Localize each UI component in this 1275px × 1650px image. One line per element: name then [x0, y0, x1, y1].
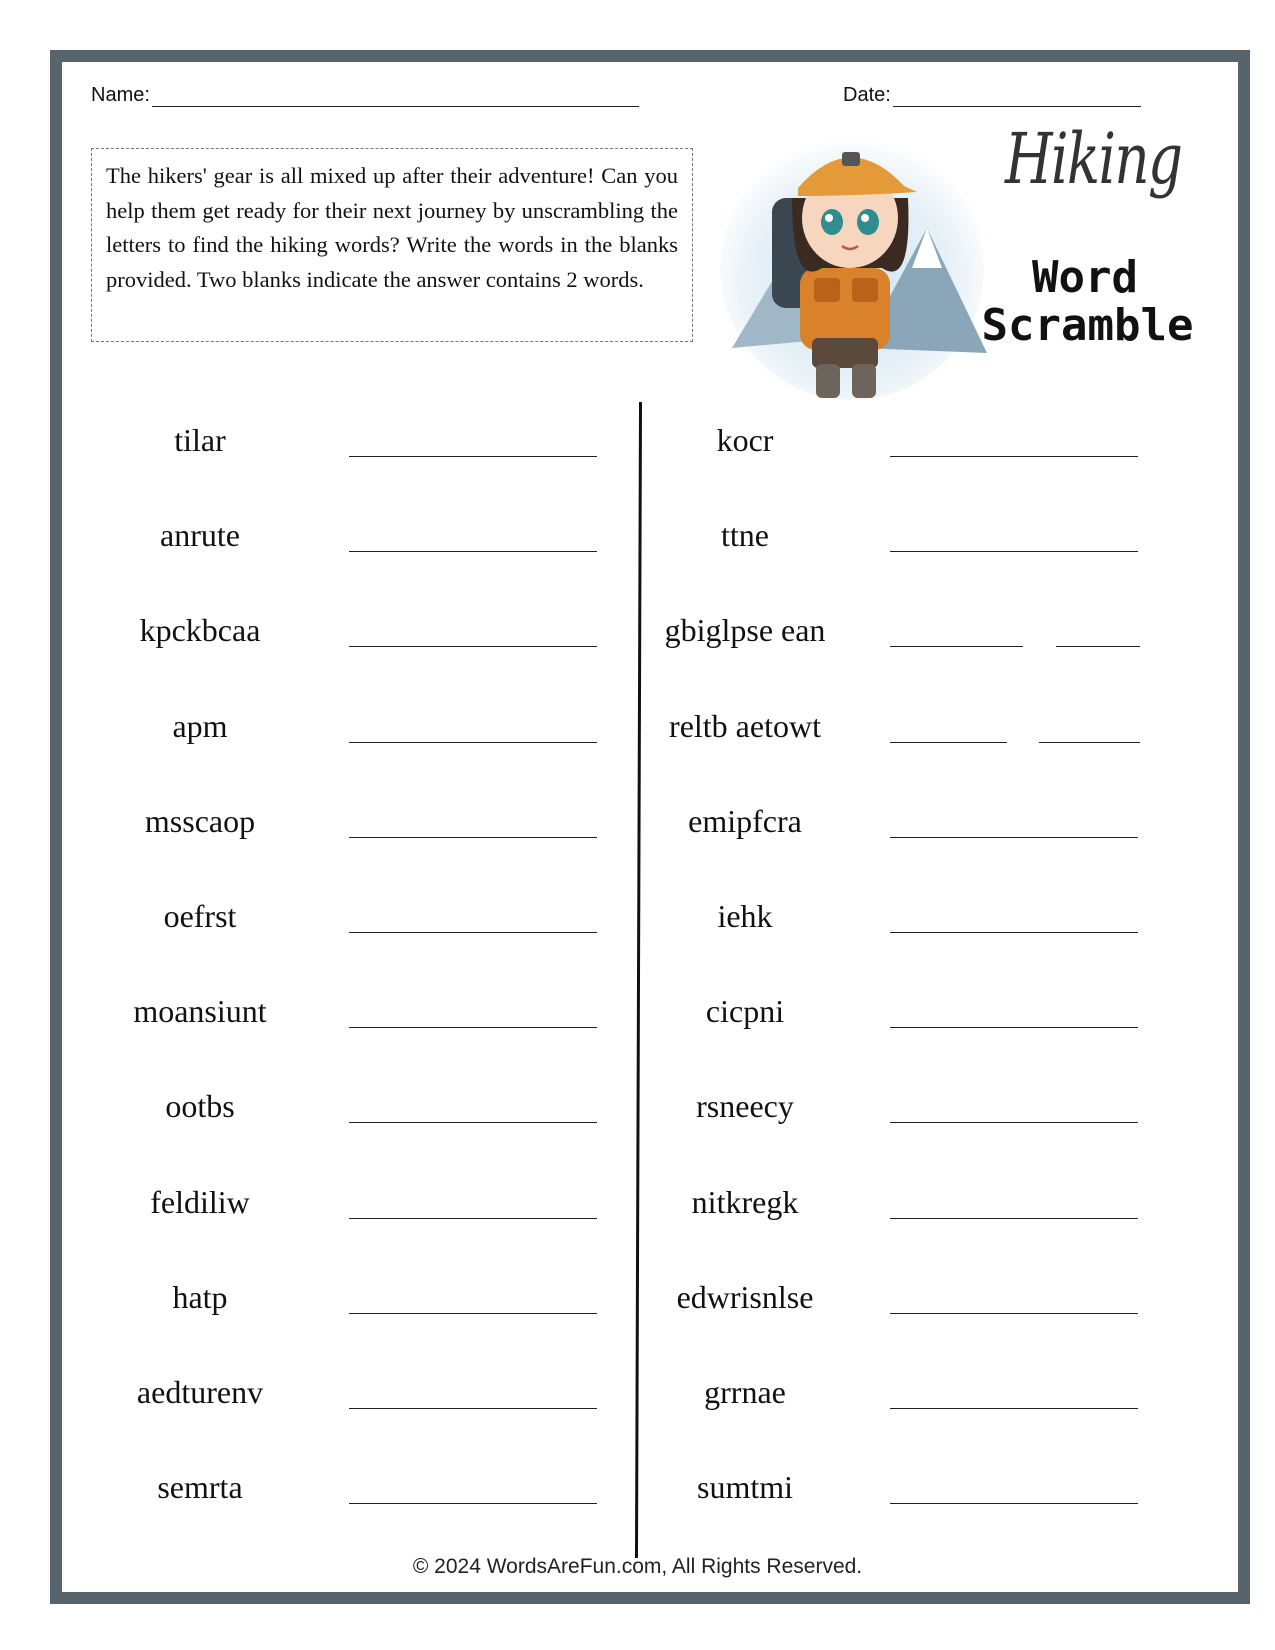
scrambled-word: moansiunt	[133, 993, 267, 1030]
answer-blank[interactable]	[349, 1027, 597, 1028]
scrambled-word: ootbs	[165, 1088, 235, 1125]
scrambled-word: tilar	[174, 422, 226, 458]
copyright-footer: © 2024 WordsAreFun.com, All Rights Reserved.	[412, 1555, 863, 1578]
name-label: Name:	[91, 84, 150, 106]
hiker-girl-illustration	[712, 118, 992, 406]
answer-blank[interactable]	[349, 1218, 597, 1219]
answer-blank[interactable]	[890, 1218, 1138, 1219]
answer-blank[interactable]	[349, 456, 597, 457]
scrambled-word: aedturenv	[136, 1374, 264, 1410]
answer-blank[interactable]	[1056, 646, 1140, 647]
scrambled-word: kocr	[716, 422, 774, 458]
name-blank[interactable]	[152, 86, 639, 107]
scrambled-word: iehk	[717, 898, 773, 934]
date-blank[interactable]	[893, 86, 1141, 107]
title-scramble: Scramble	[981, 300, 1194, 351]
date-field	[843, 84, 1141, 107]
answer-blank[interactable]	[890, 1408, 1138, 1409]
scrambled-word: msscaop	[144, 802, 256, 839]
answer-blank[interactable]	[349, 742, 597, 743]
answer-blank[interactable]	[349, 551, 597, 552]
scrambled-word: hatp	[172, 1278, 228, 1315]
scrambled-word: sumtmi	[696, 1469, 793, 1506]
answer-blank[interactable]	[890, 456, 1138, 457]
scrambled-word: emipfcra	[688, 802, 802, 839]
answer-blank[interactable]	[890, 932, 1138, 933]
scrambled-word: cicpni	[705, 993, 785, 1030]
answer-blank[interactable]	[349, 1122, 597, 1123]
scrambled-word: edwrisnlse	[676, 1278, 814, 1315]
scrambled-word: ttne	[721, 517, 769, 554]
answer-blank[interactable]	[1039, 742, 1140, 743]
scrambled-word: rsneecy	[696, 1088, 794, 1125]
scrambled-word: reltb aetowt	[669, 707, 821, 744]
answer-blank[interactable]	[890, 837, 1138, 838]
answer-blank[interactable]	[890, 1027, 1138, 1028]
scrambled-word: grrnae	[704, 1374, 786, 1410]
answer-blank[interactable]	[349, 837, 597, 838]
answer-blank[interactable]	[890, 646, 1023, 647]
answer-blank[interactable]	[349, 932, 597, 933]
answer-blank[interactable]	[890, 742, 1007, 743]
scrambled-word: gbiglpse ean	[664, 612, 826, 649]
scrambled-word: semrta	[157, 1469, 243, 1506]
answer-blank[interactable]	[890, 1313, 1138, 1314]
title-hiking: Hiking	[1005, 118, 1182, 200]
answer-blank[interactable]	[890, 1122, 1138, 1123]
date-label: Date:	[843, 84, 891, 106]
scrambled-word: feldiliw	[150, 1183, 250, 1220]
name-field	[91, 84, 639, 107]
scrambled-word: apm	[172, 707, 228, 744]
answer-blank[interactable]	[349, 1313, 597, 1314]
answer-blank[interactable]	[890, 1503, 1138, 1504]
answer-blank[interactable]	[349, 1503, 597, 1504]
scrambled-word: anrute	[160, 517, 240, 554]
scrambled-word: kpckbcaa	[139, 612, 261, 649]
answer-blank[interactable]	[349, 646, 597, 647]
title-word: Word	[1032, 252, 1138, 303]
answer-blank[interactable]	[890, 551, 1138, 552]
answer-blank[interactable]	[349, 1408, 597, 1409]
scrambled-word: oefrst	[163, 898, 237, 934]
instructions-box: The hikers' gear is all mixed up after their adventure! Can you help them get ready for their next journey by unscrambling the letters to find the hiking words? Write the words in the blanks provided. Two blanks indicate the answer contains 2 words.	[91, 148, 693, 342]
scrambled-word: nitkregk	[691, 1183, 799, 1220]
